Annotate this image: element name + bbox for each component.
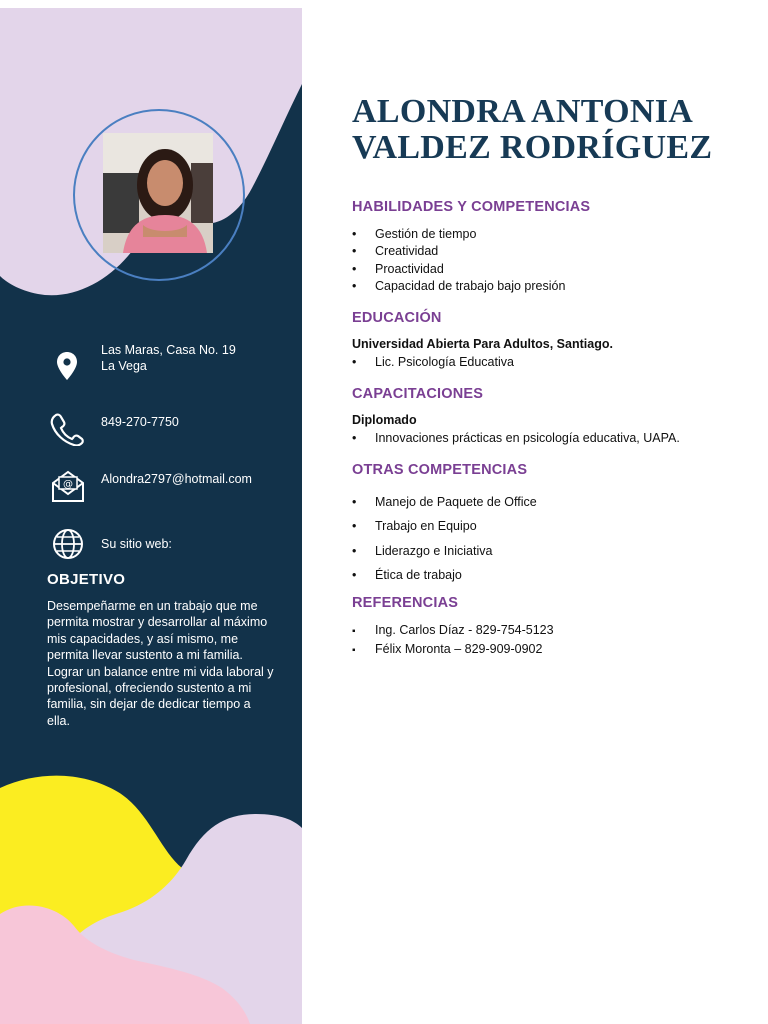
education-list — [352, 354, 514, 371]
profile-photo — [103, 133, 213, 253]
email-text[interactable]: Alondra2797@hotmail.com — [101, 472, 252, 486]
name-line-2: VALDEZ RODRÍGUEZ — [352, 129, 713, 166]
svg-text:@: @ — [63, 479, 73, 490]
email-icon — [51, 469, 85, 503]
full-name — [352, 94, 762, 166]
list-item: • Creatividad — [352, 243, 565, 260]
address-line-2: La Vega — [101, 359, 147, 373]
list-item: • Ética de trabajo — [352, 563, 537, 587]
list-item: ▪ Félix Moronta – 829-909-0902 — [352, 640, 554, 659]
phone-text[interactable]: 849-270-7750 — [101, 415, 179, 429]
objective-text: Desempeñarme en un trabajo que me permita mostrar y desarrollar al máximo mis capacidades, y así mismo, me permita llevar sustento a mi familia. Lograr un balance entre mi vida laboral y profesional, ofreciendo sustento a mi familia, sin dejar de dedicar tiempo a ella. — [47, 599, 274, 728]
training-subtitle: Diplomado — [352, 413, 417, 427]
other-skills-list — [352, 490, 537, 587]
list-item: • Liderazgo e Iniciativa — [352, 539, 537, 563]
list-item: • Manejo de Paquete de Office — [352, 490, 537, 514]
website-text: Su sitio web: — [101, 537, 172, 551]
references-title: REFERENCIAS — [352, 595, 459, 611]
address-line-1: Las Maras, Casa No. 19 — [101, 343, 236, 357]
location-pin-icon — [55, 350, 79, 382]
list-item: • Trabajo en Equipo — [352, 514, 537, 538]
phone-icon — [50, 412, 84, 446]
sidebar — [0, 8, 302, 1024]
profile-photo-frame — [73, 109, 245, 281]
list-item: • Lic. Psicología Educativa — [352, 354, 514, 371]
objective-title: OBJETIVO — [47, 571, 126, 588]
name-line-1: ALONDRA ANTONIA — [352, 93, 694, 130]
skills-title: HABILIDADES Y COMPETENCIAS — [352, 199, 591, 215]
references-list — [352, 621, 554, 659]
list-item: • Gestión de tiempo — [352, 226, 565, 243]
list-item: • Innovaciones prácticas en psicología educativa, UAPA. — [352, 430, 680, 447]
list-item: • Capacidad de trabajo bajo presión — [352, 278, 565, 295]
list-item: ▪ Ing. Carlos Díaz - 829-754-5123 — [352, 621, 554, 640]
address-text — [101, 342, 236, 374]
globe-icon — [51, 527, 85, 561]
other-skills-title: OTRAS COMPETENCIAS — [352, 462, 528, 478]
training-title: CAPACITACIONES — [352, 386, 484, 402]
education-institution: Universidad Abierta Para Adultos, Santiago. — [352, 337, 613, 351]
training-list — [352, 430, 680, 447]
education-title: EDUCACIÓN — [352, 310, 442, 326]
skills-list — [352, 226, 565, 295]
list-item: • Proactividad — [352, 261, 565, 278]
